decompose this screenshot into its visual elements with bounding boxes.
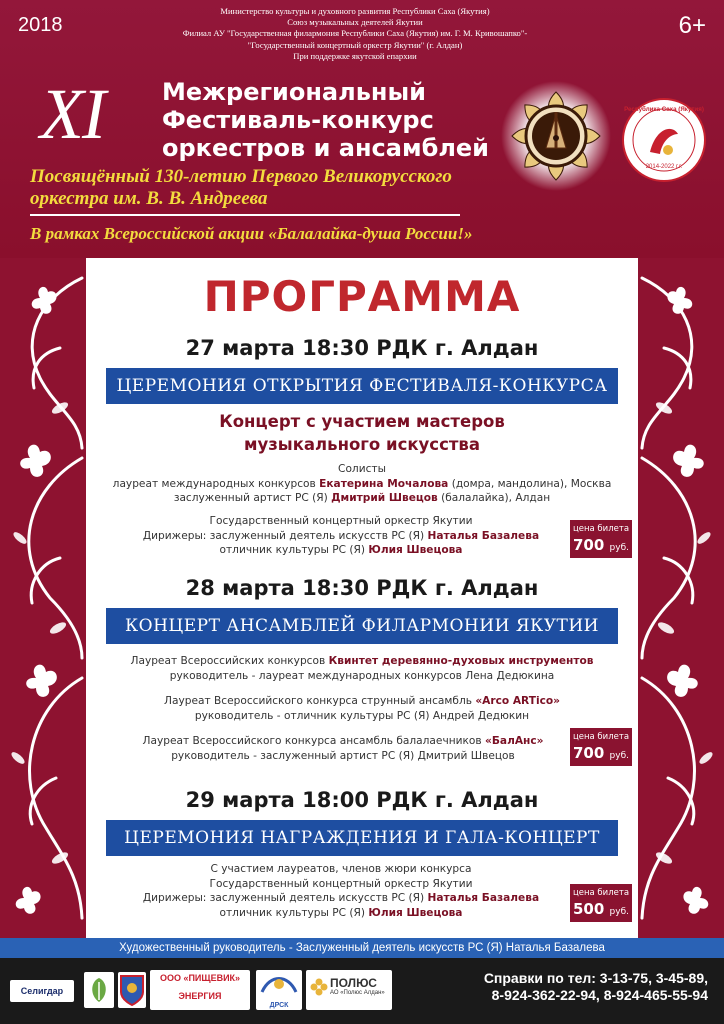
participants-line: С участием лауреатов, членов жюри конкурса bbox=[210, 863, 472, 875]
ensemble-name: «БалАнс» bbox=[485, 735, 544, 747]
contact-line: Справки по тел: 3-13-75, 3-45-89, bbox=[483, 970, 708, 986]
conductor-line bbox=[86, 543, 596, 558]
day3-date: 29 марта 18:00 РДК г. Алдан bbox=[185, 788, 539, 812]
organizer-line: При поддержке якутской епархии bbox=[293, 50, 417, 61]
conductor-role: отличник культуры РС (Я) bbox=[219, 906, 369, 919]
price-amount: 500 bbox=[573, 900, 605, 918]
polyus-flower-icon bbox=[310, 978, 328, 996]
leaf-logo-icon bbox=[84, 972, 114, 1008]
ensemble-name: Квинтет деревянно-духовых инструментов bbox=[328, 655, 594, 667]
day3-price-badge bbox=[570, 884, 632, 922]
conductor-name: Наталья Базалева bbox=[427, 892, 540, 905]
organizer-line: Филиал АУ "Государственная филармония Республики Саха (Якутия) им. Г. М. Кривошапко"- bbox=[182, 28, 528, 39]
price-label: цена билета bbox=[572, 524, 630, 534]
day1-soloists bbox=[86, 462, 638, 506]
price-amount: 700 bbox=[573, 744, 605, 762]
soloist-line bbox=[86, 477, 638, 492]
polyus-logo-subtext: АО «Полюс Алдан» bbox=[330, 990, 385, 996]
price-value bbox=[570, 535, 632, 558]
seligdar-logo bbox=[10, 980, 74, 1002]
price-amount: 700 bbox=[573, 536, 605, 554]
conductor-name: Юлия Швецова bbox=[368, 906, 463, 919]
coat-of-arms-icon bbox=[118, 972, 146, 1008]
ensemble-role: Лауреат Всероссийских конкурсов bbox=[130, 655, 329, 667]
divider bbox=[30, 214, 460, 216]
dedication-line: оркестра им. В. В. Андреева bbox=[30, 188, 268, 209]
day1-subtitle-line: Концерт с участием мастеров bbox=[219, 412, 505, 431]
price-label: цена билета bbox=[572, 732, 630, 742]
day1-subtitle bbox=[86, 410, 638, 456]
day1-price-badge bbox=[570, 520, 632, 558]
ensemble-leader: руководитель - лауреат международных конкурсов Лена Дедюкина bbox=[169, 669, 555, 682]
ensemble-line bbox=[86, 694, 638, 709]
energiya-logo-text: ЭНЕРГИЯ bbox=[178, 991, 222, 1001]
conductor-line bbox=[86, 529, 596, 544]
organizers-block bbox=[115, 6, 595, 62]
dedication bbox=[30, 166, 452, 210]
seal-caption: Республика Саха (Якутия) bbox=[624, 106, 704, 113]
soloists-label: Солисты bbox=[338, 463, 386, 475]
day1-subtitle-line: музыкального искусства bbox=[243, 435, 481, 454]
poster-header bbox=[0, 0, 724, 258]
drsk-logo-text: ДРСК bbox=[269, 1002, 289, 1009]
ensemble-role: Лауреат Всероссийского конкурса ансамбль балалаечников bbox=[142, 735, 486, 747]
day2-ensemble-3 bbox=[86, 734, 600, 763]
price-value bbox=[570, 743, 632, 766]
festival-name-line: Межрегиональный bbox=[162, 78, 426, 106]
day2-ensemble-1 bbox=[86, 654, 638, 683]
organizer-line: Министерство культуры и духовного развития Республики Саха (Якутия) bbox=[220, 6, 490, 16]
ensemble-leader: руководитель - отличник культуры РС (Я) Андрей Дедюкин bbox=[194, 709, 530, 722]
ensemble-line bbox=[86, 654, 638, 669]
soloist-line bbox=[86, 491, 638, 506]
right-ornament-icon bbox=[638, 258, 724, 938]
soloist-name: Екатерина Мочалова bbox=[319, 477, 449, 490]
balalaika-emblem-icon bbox=[500, 80, 612, 192]
pishchevik-logo-text: ООО «ПИЩЕВИК» bbox=[159, 973, 241, 983]
seligdar-logo-text: Селигдар bbox=[20, 986, 64, 996]
age-rating: 6+ bbox=[678, 12, 706, 39]
polyus-logo-text: ПОЛЮС bbox=[330, 976, 377, 990]
price-unit: руб. bbox=[609, 907, 629, 917]
conductor-role: Дирижеры: заслуженный деятель искусств РС (Я) bbox=[142, 529, 428, 542]
day2-date: 28 марта 18:30 РДК г. Алдан bbox=[185, 576, 539, 600]
day1-event-band: ЦЕРЕМОНИЯ ОТКРЫТИЯ ФЕСТИВАЛЯ-КОНКУРСА bbox=[106, 368, 618, 404]
festival-name-line: Фестиваль-конкурс bbox=[162, 106, 434, 134]
left-ornament-icon bbox=[0, 258, 86, 938]
conductor-role: Дирижеры: заслуженный деятель искусств РС (Я) bbox=[142, 892, 428, 905]
day1-orchestra bbox=[86, 514, 596, 558]
dedication-line: Посвящённый 130-летию Первого Великорусского bbox=[30, 166, 452, 187]
footer bbox=[0, 958, 724, 1024]
price-unit: руб. bbox=[609, 543, 629, 553]
conductor-role: отличник культуры РС (Я) bbox=[219, 544, 369, 557]
festival-name bbox=[162, 78, 489, 162]
soloist-role: заслуженный артист РС (Я) bbox=[173, 492, 332, 505]
contact-info bbox=[484, 970, 708, 1004]
orchestra-name: Государственный концертный оркестр Якутии bbox=[209, 877, 473, 890]
orchestra-name: Государственный концертный оркестр Якутии bbox=[209, 515, 473, 527]
organizer-line: "Государственный концертный оркестр Якутии" (г. Алдан) bbox=[247, 39, 463, 50]
drsk-logo bbox=[256, 970, 302, 1010]
day2-price-badge bbox=[570, 728, 632, 766]
action-slogan: В рамках Всероссийской акции «Балалайка-душа России!» bbox=[30, 224, 473, 243]
soloist-detail: (домра, мандолина), Москва bbox=[448, 477, 612, 490]
ensemble-leader: руководитель - заслуженный артист РС (Я) Дмитрий Швецов bbox=[171, 749, 515, 762]
soloist-role: лауреат международных конкурсов bbox=[112, 477, 320, 490]
day3-event-band: ЦЕРЕМОНИЯ НАГРАЖДЕНИЯ И ГАЛА-КОНЦЕРТ bbox=[106, 820, 618, 856]
polyus-logo bbox=[306, 970, 392, 1010]
program-title: ПРОГРАММА bbox=[203, 272, 521, 321]
day1-date: 27 марта 18:30 РДК г. Алдан bbox=[185, 336, 539, 360]
organizer-line: Союз музыкальных деятелей Якутии bbox=[287, 17, 423, 28]
conductor-name: Юлия Швецова bbox=[368, 544, 463, 557]
price-unit: руб. bbox=[609, 751, 629, 761]
festival-name-line: оркестров и ансамблей bbox=[162, 134, 489, 162]
conductor-line bbox=[86, 891, 596, 906]
ensemble-line bbox=[86, 734, 600, 749]
festival-number: XI bbox=[40, 74, 104, 154]
ensemble-role: Лауреат Всероссийского конкурса струнный ансамбль bbox=[164, 695, 476, 707]
day3-participants bbox=[86, 862, 596, 920]
day2-ensemble-2 bbox=[86, 694, 638, 723]
year-label: 2018 bbox=[18, 14, 63, 36]
conductor-line bbox=[86, 906, 596, 921]
price-value bbox=[570, 899, 632, 922]
ensemble-name: «Arco ARTico» bbox=[475, 695, 560, 707]
seal-years: 2014-2022 г.г. bbox=[645, 164, 683, 170]
contact-line: 8-924-362-22-94, 8-924-465-55-94 bbox=[491, 987, 708, 1003]
program-content bbox=[86, 258, 638, 938]
day2-event-band: КОНЦЕРТ АНСАМБЛЕЙ ФИЛАРМОНИИ ЯКУТИИ bbox=[106, 608, 618, 644]
conductor-name: Наталья Базалева bbox=[427, 529, 540, 542]
pishchevik-energiya-logo bbox=[150, 970, 250, 1010]
artistic-director-bar: Художественный руководитель - Заслуженный деятель искусств РС (Я) Наталья Базалева bbox=[0, 938, 724, 958]
soloist-name: Дмитрий Швецов bbox=[331, 492, 438, 505]
price-label: цена билета bbox=[572, 888, 630, 898]
soloist-detail: (балалайка), Алдан bbox=[437, 492, 551, 505]
